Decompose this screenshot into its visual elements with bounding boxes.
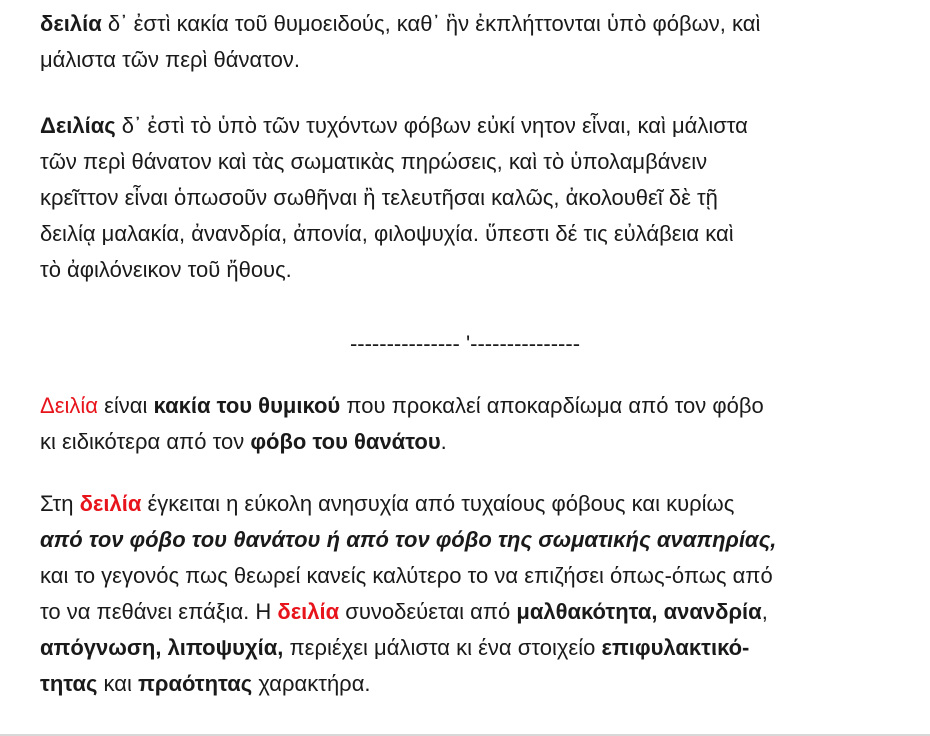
text-run: και το γεγονός πως θεωρεί κανείς καλύτερο το να επιζήσει όπως-όπως από xyxy=(40,563,773,588)
text-run: που προκαλεί αποκαρδίωμα από τον φόβο xyxy=(340,393,764,418)
ancient-paragraph-1 xyxy=(40,6,912,78)
bold-term: απόγνωση, λιποψυχία, xyxy=(40,635,284,660)
text-line xyxy=(40,594,912,630)
bold-italic-phrase: από τον φόβο του θανάτου ή από τον φόβο της σωματικής αναπηρίας, xyxy=(40,527,777,552)
text-line xyxy=(40,216,912,252)
text-line xyxy=(40,630,912,666)
text-line xyxy=(40,558,912,594)
text-run: δειλίᾳ μαλακία, ἀνανδρία, ἀπονία, φιλοψυχία. ὕπεστι δέ τις εὐλάβεια καὶ xyxy=(40,221,734,246)
text-line xyxy=(40,144,912,180)
text-run: , xyxy=(761,599,768,624)
text-run: είναι xyxy=(98,393,154,418)
bold-term: δειλία xyxy=(40,11,102,36)
bold-term: Δειλίας xyxy=(40,113,116,138)
text-run: τῶν περὶ θάνατον καὶ τὰς σωματικὰς πηρώσεις, καὶ τὸ ὑπολαμβάνειν xyxy=(40,149,708,174)
text-line xyxy=(40,6,912,42)
bold-term: φόβο του θανάτου xyxy=(250,429,441,454)
text-run: μάλιστα τῶν περὶ θάνατον. xyxy=(40,47,300,72)
bold-term: τητας xyxy=(40,671,98,696)
text-run: δ᾽ ἐστὶ τὸ ὑπὸ τῶν τυχόντων φόβων εὐκί νητον εἶναι, καὶ μάλιστα xyxy=(115,113,748,138)
highlighted-term: δειλία xyxy=(277,599,340,624)
text-run: το να πεθάνει επάξια. Η xyxy=(40,599,278,624)
text-run: χαρακτήρα. xyxy=(252,671,371,696)
text-run: δ᾽ ἐστὶ κακία τοῦ θυμοειδούς, καθ᾽ ἣν ἐκπλήττονται ὑπὸ φόβων, καὶ xyxy=(101,11,761,36)
text-run: Στη xyxy=(40,491,80,516)
text-run: . xyxy=(440,429,447,454)
text-line xyxy=(40,666,912,702)
text-run: και xyxy=(97,671,138,696)
section-separator: --------------- '--------------- xyxy=(349,331,581,356)
text-line xyxy=(40,424,912,460)
text-line xyxy=(40,388,912,424)
text-run: έγκειται η εύκολη ανησυχία από τυχαίους φόβους και κυρίως xyxy=(141,491,735,516)
text-line xyxy=(40,252,912,288)
ancient-paragraph-2 xyxy=(40,108,912,288)
text-line xyxy=(40,108,912,144)
modern-paragraph-1 xyxy=(40,388,912,460)
highlighted-term: δειλία xyxy=(79,491,142,516)
text-run: κρεῖττον εἶναι ὁπωσοῦν σωθῆναι ἢ τελευτῆσαι καλῶς, ἀκολουθεῖ δὲ τῇ xyxy=(40,185,718,210)
text-line xyxy=(40,522,912,558)
bold-term: μαλθακότητα, ανανδρία xyxy=(516,599,762,624)
bold-term: επιφυλακτικό- xyxy=(601,635,750,660)
text-run: τὸ ἀφιλόνεικον τοῦ ἤθους. xyxy=(40,257,292,282)
bold-term: κακία του θυμικού xyxy=(153,393,341,418)
text-run: κι ειδικότερα από τον xyxy=(40,429,251,454)
highlighted-term: Δειλία xyxy=(40,393,98,418)
text-line xyxy=(40,42,912,78)
bold-term: πραότητας xyxy=(138,671,253,696)
text-line xyxy=(40,180,912,216)
text-run: περιέχει μάλιστα κι ένα στοιχείο xyxy=(283,635,602,660)
text-line xyxy=(40,486,912,522)
modern-paragraph-2 xyxy=(40,486,912,702)
text-run: συνοδεύεται από xyxy=(339,599,517,624)
